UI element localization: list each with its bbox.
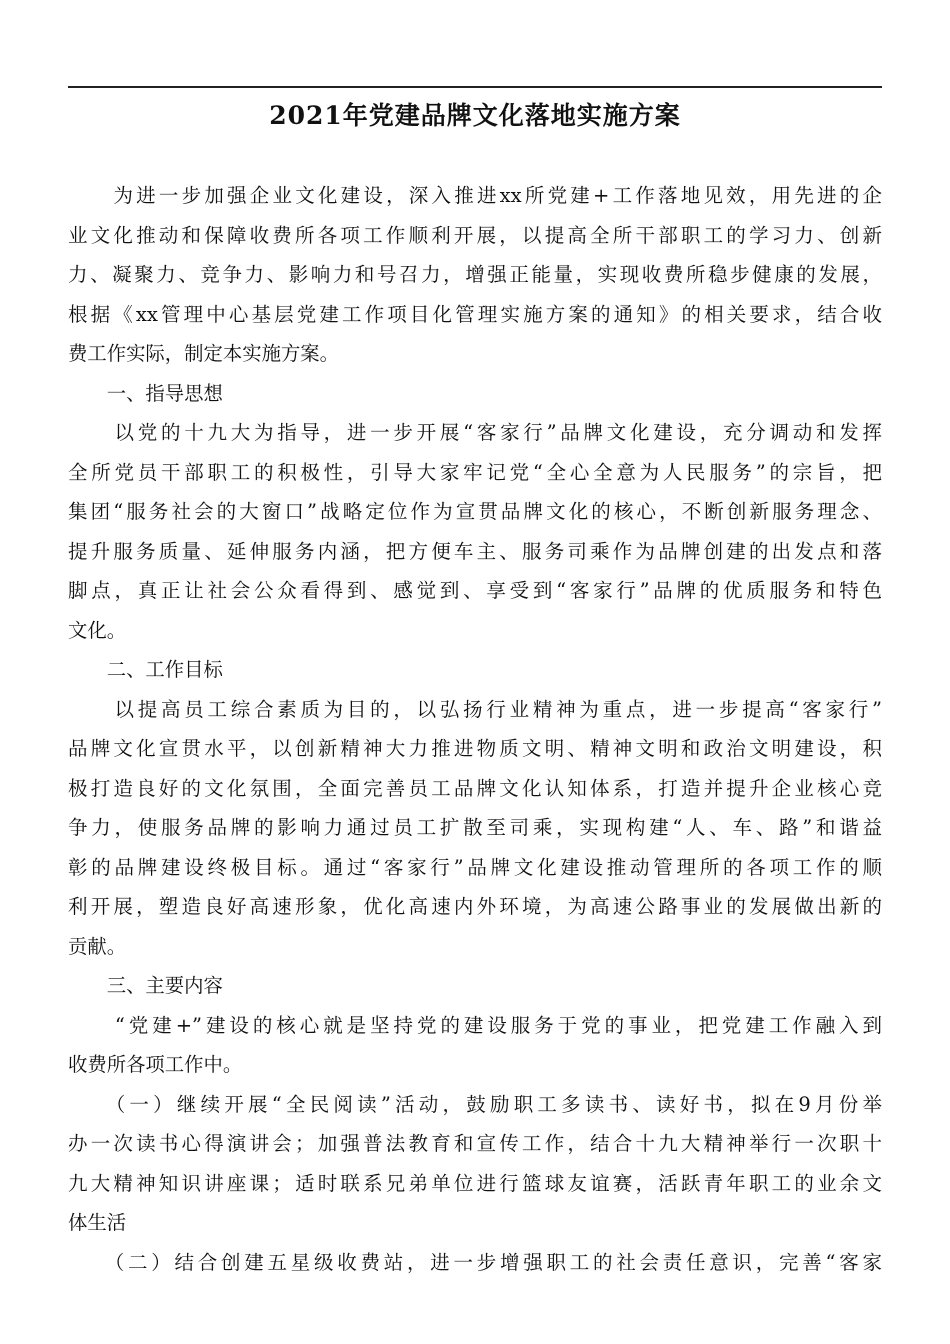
body-line: 集团“服务社会的大窗口”战略定位作为宣贯品牌文化的核心，不断创新服务理念、: [68, 500, 882, 523]
body-line: 争力，使服务品牌的影响力通过员工扩散至司乘，实现构建“人、车、路”和谐益: [68, 816, 882, 839]
body-line: 文化。: [68, 618, 127, 642]
document-body: [68, 176, 888, 1282]
body-line: 以党的十九大为指导，进一步开展“客家行”品牌文化建设，充分调动和发挥: [68, 421, 882, 444]
body-line: 为进一步加强企业文化建设，深入推进xx所党建+工作落地见效，用先进的企: [68, 184, 882, 207]
body-line: 品牌文化宣贯水平，以创新精神大力推进物质文明、精神文明和政治文明建设，积: [68, 737, 882, 760]
body-line: 业文化推动和保障收费所各项工作顺利开展，以提高全所干部职工的学习力、创新: [68, 223, 882, 247]
section-heading: 一、指导思想: [68, 381, 223, 405]
body-line: 利开展，塑造良好高速形象，优化高速内外环境，为高速公路事业的发展做出新的: [68, 895, 882, 918]
body-line: 脚点，真正让社会公众看得到、感觉到、享受到“客家行”品牌的优质服务和特色: [68, 579, 882, 602]
section-heading: 二、工作目标: [68, 658, 223, 681]
body-line: 费工作实际，制定本实施方案。: [68, 342, 340, 365]
body-line: （一）继续开展“全民阅读”活动，鼓励职工多读书、读好书，拟在9月份举: [68, 1092, 882, 1116]
document-title: 2021年党建品牌文化落地实施方案: [269, 101, 681, 130]
body-line: 极打造良好的文化氛围，全面完善员工品牌文化认知体系，打造并提升企业核心竞: [68, 776, 882, 800]
body-line: 贡献。: [68, 934, 127, 958]
body-line: “党建+”建设的核心就是坚持党的建设服务于党的事业，把党建工作融入到: [68, 1013, 882, 1037]
body-line: 收费所各项工作中。: [68, 1053, 243, 1076]
body-line: 根据《xx管理中心基层党建工作项目化管理实施方案的通知》的相关要求，结合收: [68, 302, 882, 326]
body-line: 以提高员工综合素质为目的，以弘扬行业精神为重点，进一步提高“客家行”: [68, 697, 882, 721]
body-line: 办一次读书心得演讲会；加强普法教育和宣传工作，结合十九大精神举行一次职十: [68, 1132, 882, 1155]
section-heading: 三、主要内容: [68, 974, 223, 997]
body-line: 全所党员干部职工的积极性，引导大家牢记党“全心全意为人民服务”的宗旨，把: [68, 460, 882, 484]
body-line: 力、凝聚力、竞争力、影响力和号召力，增强正能量，实现收费所稳步健康的发展，: [68, 263, 882, 286]
body-line: （二）结合创建五星级收费站，进一步增强职工的社会责任意识，完善“客家: [68, 1250, 882, 1274]
body-line: 体生活: [68, 1211, 127, 1234]
body-line: 提升服务质量、延伸服务内涵，把方便车主、服务司乘作为品牌创建的出发点和落: [68, 539, 882, 563]
body-line: 九大精神知识讲座课；适时联系兄弟单位进行篮球友谊赛，活跃青年职工的业余文: [68, 1171, 882, 1195]
header-rule: [68, 86, 882, 88]
body-line: 彰的品牌建设终极目标。通过“客家行”品牌文化建设推动管理所的各项工作的顺: [68, 855, 882, 879]
